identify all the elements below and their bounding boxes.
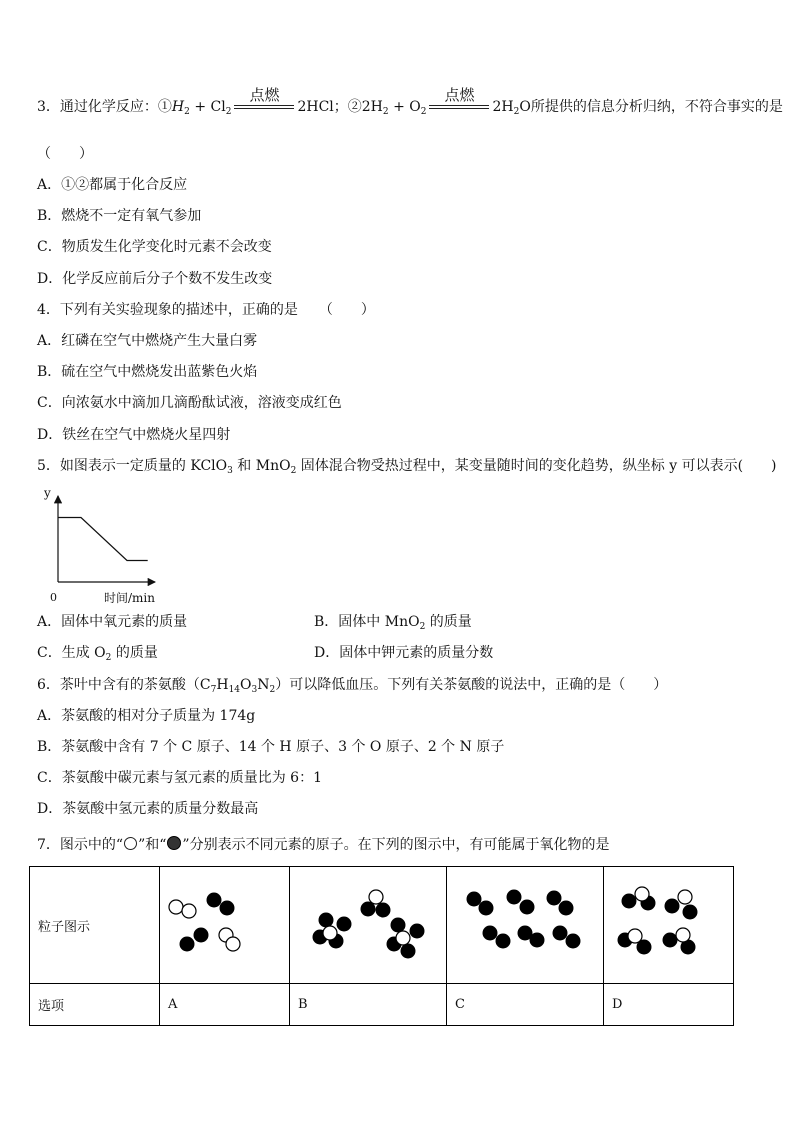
- q4-option-d[interactable]: D．铁丝在空气中燃烧火星四射: [37, 427, 231, 443]
- row-label-particle: 粒子图示: [30, 867, 160, 984]
- choice-d[interactable]: D: [604, 984, 734, 1026]
- particle-diagram-a: [160, 867, 290, 984]
- particle-diagram-c: [447, 867, 604, 984]
- black-atom-icon: [167, 836, 181, 850]
- q4-option-b[interactable]: B．硫在空气中燃烧发出蓝紫色火焰: [37, 364, 258, 380]
- q3-option-a[interactable]: A．①②都属于化合反应: [37, 177, 188, 193]
- y-axis-label: y: [44, 486, 51, 500]
- q3-bracket: （ ）: [37, 146, 93, 162]
- q5-option-c[interactable]: C．生成 $O_2$ 的质量: [37, 645, 158, 663]
- q6-option-c[interactable]: C．茶氨酸中碳元素与氢元素的质量比为 6：1: [37, 770, 322, 786]
- q3-option-d[interactable]: D．化学反应前后分子个数不发生改变: [37, 271, 273, 287]
- q6-stem: 6．茶叶中含有的茶氨酸$(C_7H_{14}O_3N_2)$可以降低血压。下列有关茶氨酸的说法中，正确的是（ ）: [37, 677, 668, 695]
- white-atom-icon: [124, 837, 137, 850]
- choice-c[interactable]: C: [447, 984, 604, 1026]
- particle-diagram-b: [290, 867, 447, 984]
- q6-option-b[interactable]: B．茶氨酸中含有 7 个 C 原子、14 个 H 原子、3 个 O 原子、2 个 N 原子: [37, 739, 505, 755]
- reaction-condition: 点燃: [233, 98, 295, 116]
- q3-option-b[interactable]: B．燃烧不一定有氧气参加: [37, 208, 202, 224]
- q5-option-d[interactable]: D．固体中钾元素的质量分数: [314, 645, 494, 661]
- q3-option-c[interactable]: C．物质发生化学变化时元素不会改变: [37, 239, 272, 255]
- particle-diagram-d: [604, 867, 734, 984]
- q3-stem: 3．通过化学反应：$①H_2 + Cl_2$ 点燃 2HCl；$②2H_2 + O_2$ 点燃 $2H_2O$所提供的信息分析归纳，不符合事实的是: [37, 86, 783, 117]
- choice-b[interactable]: B: [290, 984, 447, 1026]
- row-label-option: 选项: [30, 984, 160, 1026]
- series-line-y: [58, 518, 148, 561]
- q5-option-b[interactable]: B．固体中 MnO$_2$ 的质量: [314, 614, 472, 632]
- particle-table: [29, 866, 734, 1026]
- choice-a[interactable]: A: [160, 984, 290, 1026]
- q4-option-a[interactable]: A．红磷在空气中燃烧产生大量白雾: [37, 333, 258, 349]
- q5-chart: [40, 484, 170, 609]
- reaction-condition: 点燃: [428, 98, 490, 116]
- q7-stem: 7．图示中的“ ”和“ ”分别表示不同元素的原子。在下列的图示中，有可能属于氧化物的是: [37, 837, 610, 853]
- q6-option-d[interactable]: D．茶氨酸中氢元素的质量分数最高: [37, 801, 259, 817]
- q4-stem: 4．下列有关实验现象的描述中，正确的是 （ ）: [37, 302, 375, 318]
- q4-option-c[interactable]: C．向浓氨水中滴加几滴酚酞试液，溶液变成红色: [37, 395, 342, 411]
- x-axis-label: 时间/min: [104, 591, 155, 605]
- q6-option-a[interactable]: A．茶氨酸的相对分子质量为 174g: [37, 708, 256, 724]
- origin-label: 0: [50, 591, 57, 604]
- q5-stem: 5．如图表示一定质量的 KClO$_3$ 和 MnO$_2$ 固体混合物受热过程中，某变量随时间的变化趋势，纵坐标 y 可以表示( ): [37, 458, 777, 476]
- q5-option-a[interactable]: A．固体中氧元素的质量: [37, 614, 188, 630]
